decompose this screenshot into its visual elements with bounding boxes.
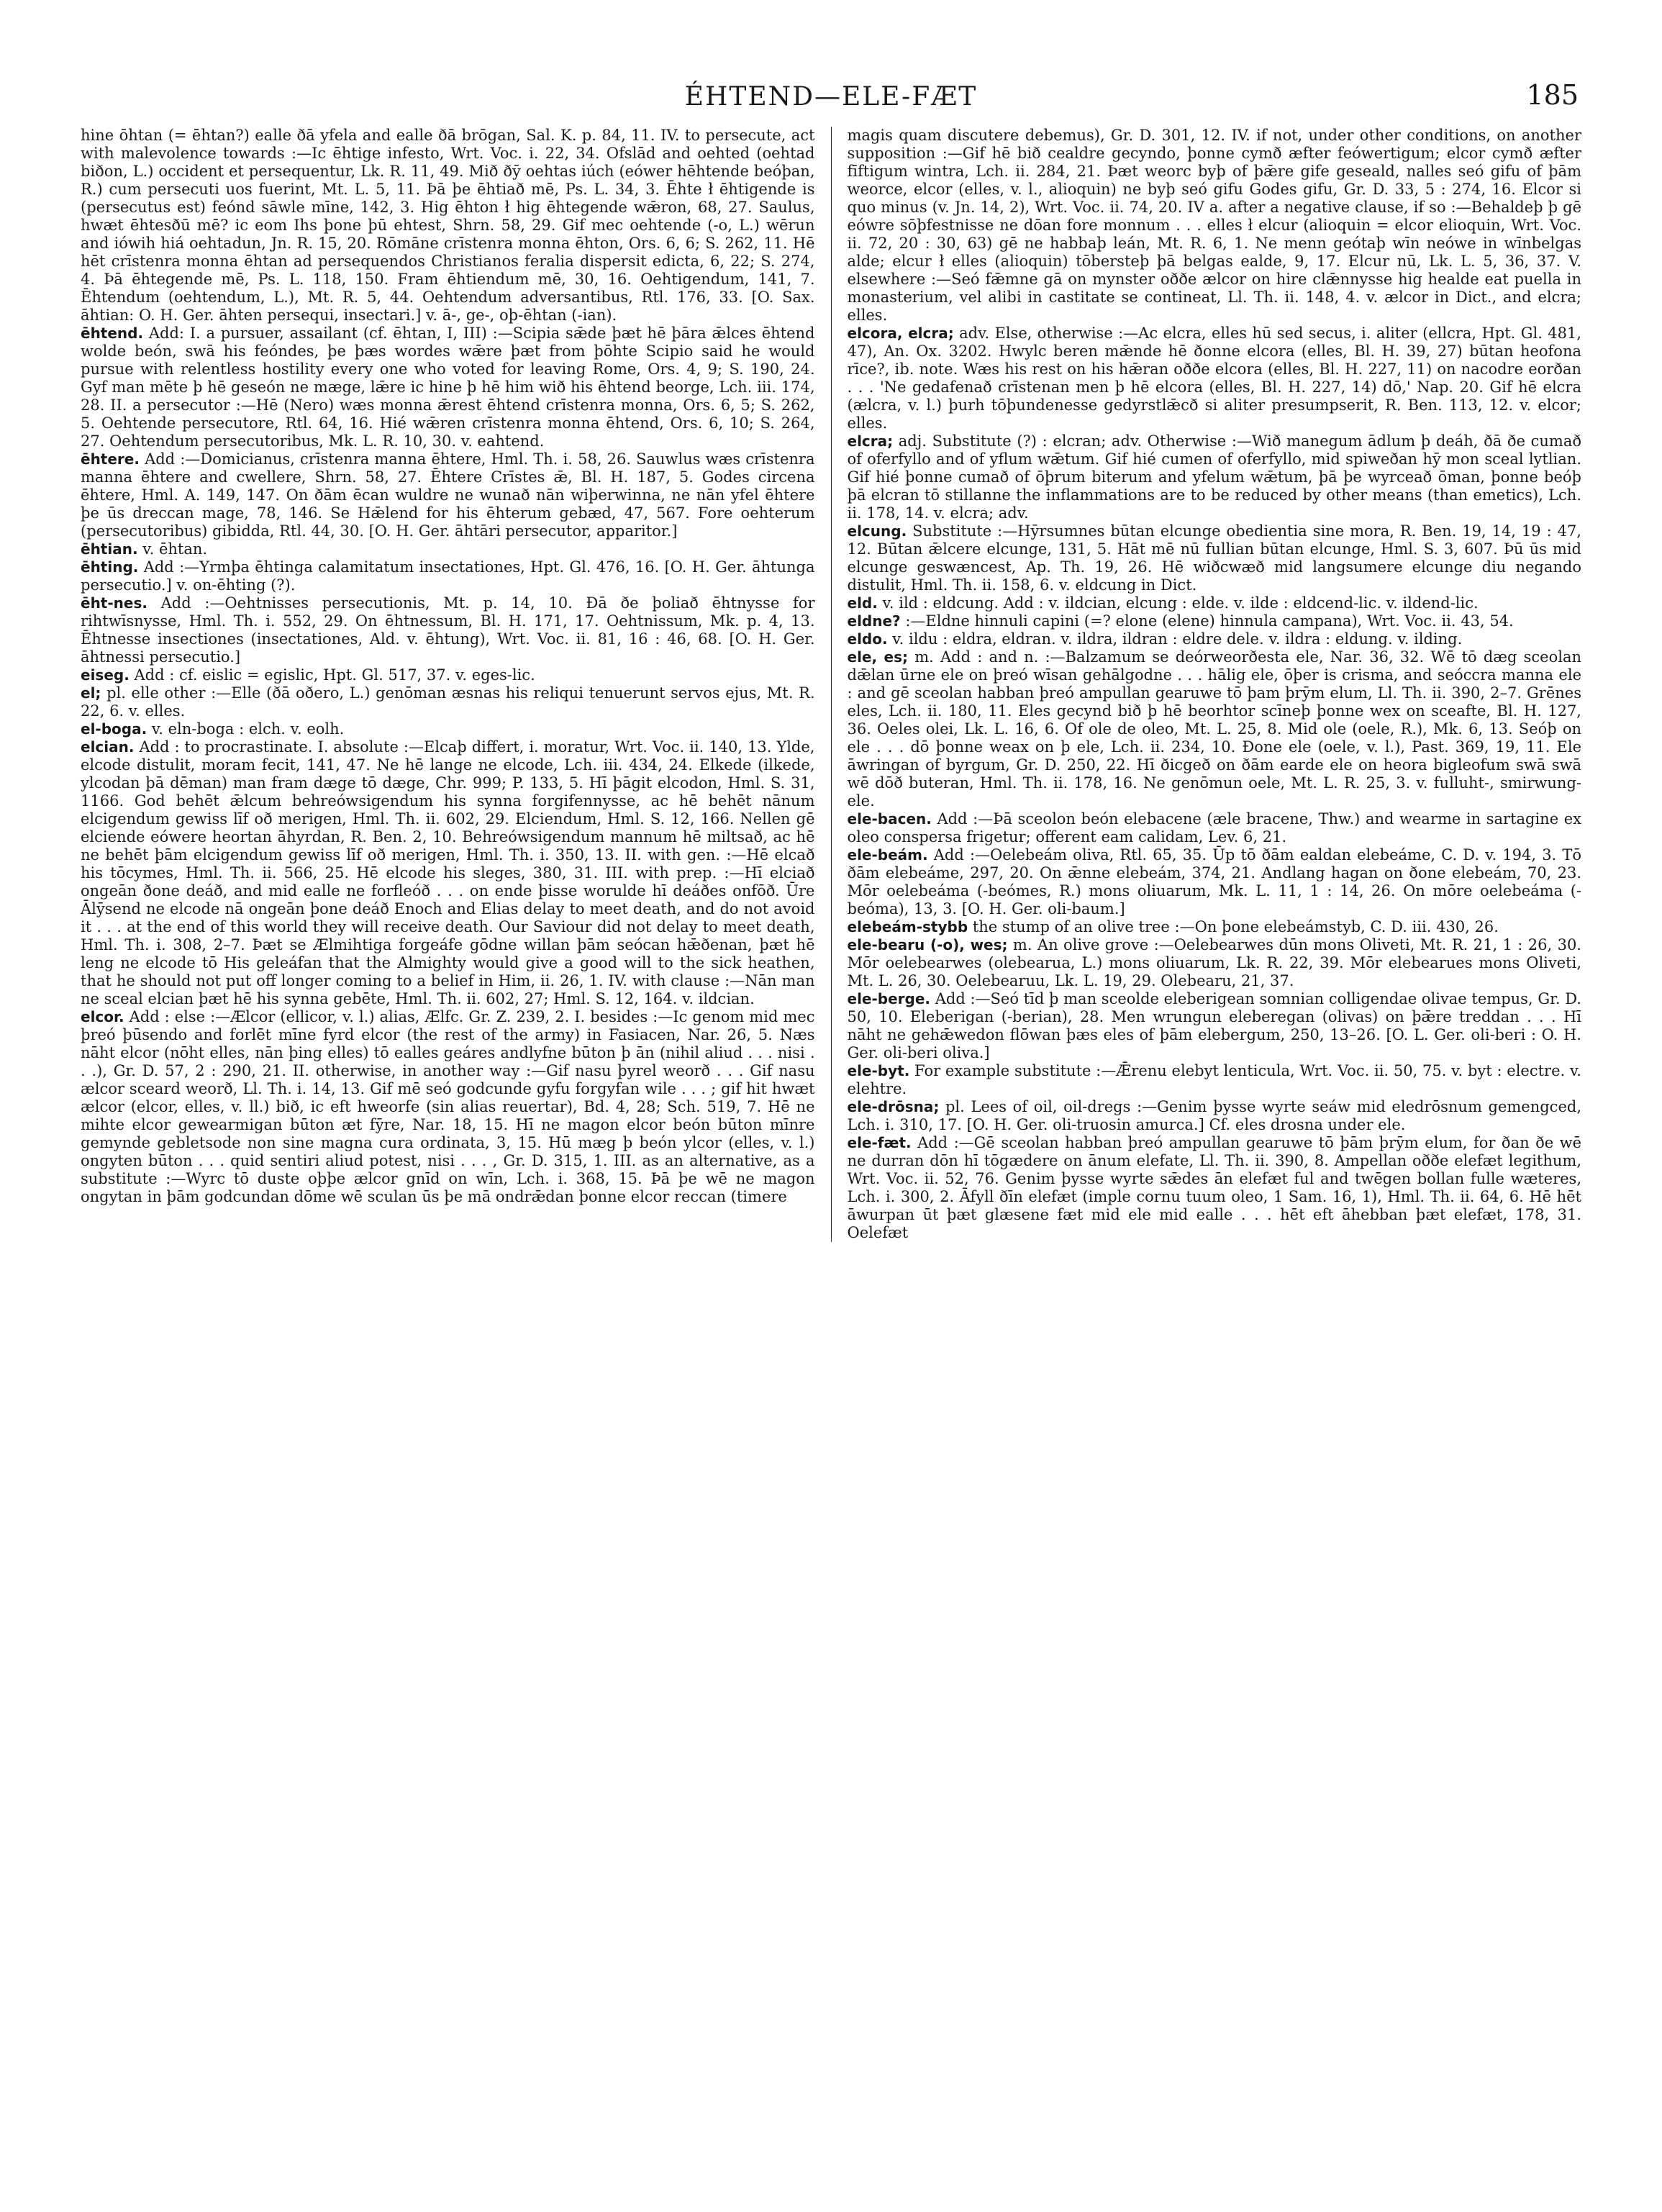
entry-body: Add :—Domicianus, crīstenra manna ēhtere, Hml. Th. i. 58, 26. Sauwlus wæs crīstenra manna ēhtere and cwellere, Shrn. 58, 27. Ēhtere Crīstes ǣ, Bl. H. 187, 5. Godes circena ēhtere, Hml. A. 149, 147. On ðām ēcan wuldre ne wunað nān wiþerwinna, ne nān yfel ēhtere þe ūs dreccan mage, 78, 146. Se Hǣlend for his ēhterum gebæd, 47, 567. Fore oehterum (persecutoribus) gibidda, Rtl. 44, 30. [O. H. Ger. āhtāri persecutor, apparitor.] — [81, 450, 815, 540]
page-number: 185 — [1526, 79, 1579, 111]
dictionary-entry — [848, 522, 1582, 594]
entry-body: v. ildu : eldra, eldran. v. ildra, ildran : eldre dele. v. ildra : eldung. v. ilding. — [892, 630, 1463, 648]
dictionary-entry — [81, 738, 815, 1008]
entry-body: pl. elle other :—Elle (ðā oðero, L.) genōman æsnas his reliqui tenuerunt servos ejus, Mt. R. 22, 6. v. elles. — [81, 684, 815, 720]
dictionary-entry — [848, 612, 1582, 630]
entry-headword: elebeám-stybb — [847, 918, 968, 935]
entry-headword: ēhtend. — [81, 325, 144, 342]
entry-headword: eldne? — [847, 612, 901, 630]
dictionary-entry — [81, 325, 815, 450]
entry-body: Add :—Oelebeám oliva, Rtl. 65, 35. Ūp tō ðām ealdan elebeáme, C. D. v. 194, 3. Tō ðām elebeáme, 297, 20. On ǣnne elebeám, 374, 21. Andlang hagan on ðone elebeám, 70, 23. Mōr oelebeáma (-beómes, R.) mons oliuarum, Mk. L. 11, 1 : 14, 26. On mōre oelebeáma (-beóma), 13, 3. [O. H. Ger. oli-baum.] — [847, 846, 1581, 917]
entry-headword: ele-berge. — [847, 990, 931, 1007]
entry-body: magis quam discutere debemus), Gr. D. 301, 12. IV. if not, under other conditions, on another supposition :—Gif hē bið cealdre gecyndo, þonne cymð æfter feówertigum; elcor cymð æfter fīftigum wintra, Lch. ii. 284, 21. Þæt weorc byþ of þǣre gife geseald, nalles seó gifu of þām weorce, elcor (elles, v. l., alioquin) ne byþ seó gifu Godes gifu, Gr. D. 33, 5 : 274, 16. Elcor si quo minus (v. Jn. 14, 2), Wrt. Voc. ii. 74, 20. IV a. after a negative clause, if so :—Behaldeþ þ gē eówre sōþfestnisse ne dōan fore monnum . . . elles ł elcur (alioquin = elcor elioquin, Wrt. Voc. ii. 72, 20 : 30, 63) gē ne habbaþ leán, Mt. R. 6, 1. Ne menn geótaþ wīn neówe in wīnbelgas alde; elcur ł elles (alioquin) tōbersteþ þā belgas ealde, 9, 17. Elcur nū, Lk. L. 5, 36, 37. V. elsewhere :—Seó fǣmne gā on mynster oððe ælcor on hire clǣnnysse hig healde eat puella in monasterium, vel alibi in castitate se contineat, Ll. Th. ii. 148, 4. v. ælcor in Dict., and elcra; elles. — [847, 127, 1581, 324]
entry-body: Add :—Þā sceolon beón elebacene (æle bracene, Thw.) and wearme in sartagine ex oleo conspersa frigetur; offerent eam calidam, Lev. 6, 21. — [847, 810, 1581, 846]
dictionary-entry — [848, 810, 1582, 846]
entry-headword: elcora, elcra; — [847, 325, 954, 342]
entry-headword: ele, es; — [847, 648, 909, 666]
dictionary-entry — [848, 127, 1582, 325]
dictionary-entry — [848, 630, 1582, 648]
entry-body: Add :—Gē sceolan habban þreó ampullan gearuwe tō þām þrȳm elum, for ðan ðe wē ne durran dōn hī tōgædere on ānum elefate, Ll. Th. ii. 390, 8. Ampellan oððe elefæt legithum, Wrt. Voc. ii. 52, 76. Genim þysse wyrte sǣdes ān elefæt ful and twēgen bollan fulle wæteres, Lch. i. 300, 2. Āfyll ðīn elefæt (imple cornu tuum oleo, 1 Sam. 16, 1), Hml. Th. ii. 64, 6. Hē hēt āwurpan ūt þæt glæsene fæt mid ele mid ealle . . . hēt eft āhebban þæt elefæt, 178, 31. Oelefæt — [847, 1134, 1581, 1241]
entry-body: m. An olive grove :—Oelebearwes dūn mons Oliveti, Mt. R. 21, 1 : 26, 30. Mōr oelebearwes (olebearua, L.) mons oliuarum, Lk. R. 22, 39. Mōr elebearues mons Oliveti, Mt. L. 26, 30. Oelebearuu, Lk. L. 19, 29. Olebearu, 21, 37. — [847, 936, 1581, 989]
entry-headword: elcian. — [81, 738, 135, 756]
entry-body: Substitute :—Hȳrsumnes būtan elcunge obedientia sine mora, R. Ben. 19, 14, 19 : 47, 12. Būtan ǣlcere elcunge, 131, 5. Hāt mē nū fullian būtan elcunge, Hml. S. 3, 607. Þū ūs mid elcunge geswæncest, Ap. Th. 19, 26. Hē wiðcwæð mid langsumere elcunge diu negando distulit, Hml. Th. ii. 158, 6. v. eldcung in Dict. — [847, 522, 1581, 594]
dictionary-entry — [81, 1008, 815, 1206]
entry-body: Add : else :—Ælcor (ellicor, v. l.) alias, Ælfc. Gr. Z. 239, 2. I. besides :—Ic genom mid mec þreó þūsendo and forlēt mīne fyrd elcor (the rest of the army) in Fasiacen, Nar. 26, 5. Næs nāht elcor (nōht elles, nān þing elles) tō ealles geáres andlyfne būton þ ān (nihil aliud . . . nisi . . .), Gr. D. 57, 2 : 290, 21. II. otherwise, in another way :—Gif nasu þyrel weorð . . . Gif nasu ælcor sceard weorð, Ll. Th. i. 14, 13. Gif mē seó godcunde gyfu forgyfan wile . . . ; gif hit hwæt ælcor (elcor, elles, v. ll.) bið, ic eft hweorfe (sin alias reuertar), Bd. 4, 28; Sch. 519, 7. Hē ne mihte elcor gewearmigan būton æt fȳre, Nar. 18, 15. Hī ne magon elcor beón būton mīnre gemynde gebletsode non sine magna cura ordinata, 3, 15. Hū mæg þ beón ylcor (elles, v. l.) ongyten būton . . . quid sentiri aliud potest, nisi . . . , Gr. D. 315, 1. III. as an alternative, as a substitute :—Wyrc tō duste oþþe ælcor gnīd on wīn, Lch. i. 368, 15. Þā þe wē ne magon ongytan in þām godcundan dōme wē sculan ūs þe mā ondrǣdan þonne elcor reccan (timere — [81, 1008, 815, 1205]
dictionary-page — [81, 79, 1581, 2166]
dictionary-entry — [848, 936, 1582, 990]
entry-headword: ēhtere. — [81, 450, 140, 468]
dictionary-entry — [81, 594, 815, 666]
entry-body: Add :—Oehtnisses persecutionis, Mt. p. 14, 10. Ðā ðe þoliað ēhtnysse for rihtwīsnysse, Hml. Th. i. 552, 29. On ēhtnessum, Bl. H. 171, 17. Oehtnissum, Mk. p. 4, 13. Ēhtnesse insectiones (insectationes, Ald. v. ēhtung), Wrt. Voc. ii. 81, 16 : 46, 68. [O. H. Ger. āhtnessi persecutio.] — [81, 594, 815, 666]
dictionary-entry — [81, 720, 815, 738]
column-divider — [831, 127, 832, 1242]
dictionary-entry — [848, 432, 1582, 522]
entry-body: adj. Substitute (?) : elcran; adv. Otherwise :—Wið manegum ādlum þ deáh, ðā ðe cumað of oferfyllo and of yflum wǣtum. Gif hié cumen of oferfyllo, mid spiweðan hȳ mon sceal lytlian. Gif hié þonne cumað of ōþrum biterum and yfelum wǣtum, þā þe wyrceað ōman, þonne beóþ þā elcran tō stillanne the inflammations are to be reduced by other means (than emetics), Lch. ii. 178, 14. v. elcra; adv. — [847, 432, 1581, 522]
right-column — [848, 127, 1582, 1242]
dictionary-entry — [848, 990, 1582, 1062]
entry-headword: elcor. — [81, 1008, 124, 1025]
dictionary-entry — [81, 558, 815, 594]
entry-headword: el; — [81, 684, 101, 702]
entry-body: adv. Else, otherwise :—Ac elcra, elles hū sed secus, i. aliter (ellcra, Hpt. Gl. 481, 47), An. Ox. 3202. Hwylc beren mǣnde hē ðonne elcora (elles, Bl. H. 39, 27) būtan heofona rīce?, ib. note. Wæs his rest on his hǣran oððe elcora (elles, Bl. H. 227, 11) on nacodre eorðan . . . 'Ne gedafenað crīstenan men þ hē elcora (elles, Bl. H. 227, 14) dō,' Nap. 20. Gif hē elcra (ælcra, v. l.) þurh tōþundenesse gedyrstlǣcð si aliter presumpserit, R. Ben. 113, 12. v. elcor; elles. — [847, 325, 1581, 432]
running-title: ÉHTEND—ELE-FÆT — [684, 82, 978, 112]
dictionary-entry — [848, 325, 1582, 432]
dictionary-entry — [848, 846, 1582, 918]
entry-body: Add :—Seó tīd þ man sceolde eleberigean somnian colligendae olivae tempus, Gr. D. 50, 10. Eleberigan (-berian), 28. Men wrungun eleberegan (olivas) on þǣre treddan . . . Hī nāht ne gehǣwedon flōwan þæs eles of þām elebergum, 250, 13–26. [O. L. Ger. oli-beri : O. H. Ger. oli-beri oliva.] — [847, 990, 1581, 1061]
dictionary-entry — [81, 450, 815, 540]
dictionary-entry — [81, 540, 815, 558]
entry-headword: ele-drōsna; — [847, 1098, 940, 1115]
entry-body: Add :—Yrmþa ēhtinga calamitatum insectationes, Hpt. Gl. 476, 16. [O. H. Ger. āhtunga persecutio.] v. on-ēhting (?). — [81, 558, 815, 594]
entry-headword: eld. — [847, 594, 878, 612]
dictionary-entry — [848, 648, 1582, 810]
dictionary-entry — [848, 1134, 1582, 1242]
entry-body: pl. Lees of oil, oil-dregs :—Genim þysse wyrte seáw mid eledrōsnum gemengced, Lch. i. 310, 17. [O. H. Ger. oli-truosin amurca.] Cf. eles drosna under ele. — [847, 1098, 1581, 1133]
entry-headword: ēhtian. — [81, 540, 138, 558]
dictionary-entry — [848, 1062, 1582, 1098]
running-head — [81, 79, 1581, 124]
dictionary-entry — [81, 127, 815, 325]
entry-body: v. ēhtan. — [142, 540, 208, 558]
dictionary-entry — [81, 666, 815, 684]
text-columns — [81, 127, 1581, 1242]
entry-headword: eldo. — [847, 630, 888, 648]
entry-body: Add : cf. eislic = egislic, Hpt. Gl. 517, 37. v. eges-lic. — [134, 666, 535, 684]
entry-body: v. ild : eldcung. Add : v. ildcian, elcung : elde. v. ilde : eldcend-lic. v. ildend-lic. — [882, 594, 1479, 612]
entry-headword: elcung. — [847, 522, 907, 540]
dictionary-entry — [81, 684, 815, 720]
left-column — [81, 127, 815, 1242]
entry-body: hine ōhtan (= ēhtan?) ealle ðā yfela and ealle ðā brōgan, Sal. K. p. 84, 11. IV. to persecute, act with malevolence towards :—Ic ēhtige infesto, Wrt. Voc. i. 22, 34. Ofslād and oehted (oehtad biðon, L.) occident et persequentur, Lk. R. 11, 49. Mið ðȳ oehtas iúch (eówer hēhtende beóþan, R.) cum persecuti uos fuerint, Mt. L. 5, 11. Þā þe ēhtiað mē, Ps. L. 34, 3. Ēhte ł ēhtigende is (persecutus est) feónd sāwle mīne, 142, 3. Hig ēhton ł hig ēhtegende wǣron, 68, 27. Saulus, hwæt ēhtesðū mē? ic eom Ihs þone þū ehtest, Shrn. 58, 29. Gif mec oehtende (-o, L.) wērun and iówih hiá oehtadun, Jn. R. 15, 20. Rōmāne crīstenra monna ēhton, Ors. 6, 6; S. 262, 11. Hē hēt crīstenra monna ēhtan ad persequendos Christianos feralia dispersit edicta, 6, 22; S. 274, 4. Þā ēhtegende mē, Ps. L. 118, 150. Fram ēhtiendum mē, 30, 16. Oehtigendum, 141, 7. Ēhtendum (oehtendum, L.), Mt. R. 5, 44. Oehtendum adversantibus, Rtl. 176, 33. [O. Sax. āhtian: O. H. Ger. āhten persequi, insectari.] v. ā-, ge-, oþ-ēhtan (-ian). — [81, 127, 815, 324]
entry-headword: ele-bacen. — [847, 810, 932, 828]
dictionary-entry — [848, 918, 1582, 936]
dictionary-entry — [848, 1098, 1582, 1134]
entry-headword: ele-bearu (-o), wes; — [847, 936, 1008, 953]
entry-headword: ele-beám. — [847, 846, 928, 864]
entry-body: :—Eldne hinnuli capini (=? elone (elene) hinnula campana), Wrt. Voc. ii. 43, 54. — [905, 612, 1514, 630]
entry-headword: ele-fæt. — [847, 1134, 912, 1151]
entry-headword: ēht-nes. — [81, 594, 147, 612]
entry-body: the stump of an olive tree :—On þone elebeámstyb, C. D. iii. 430, 26. — [972, 918, 1499, 935]
entry-body: Add : to procrastinate. I. absolute :—Elcaþ differt, i. moratur, Wrt. Voc. ii. 140, 13. Ylde, elcode distulit, moram fecit, 141, 47. Ne hē lange ne elcode, Lch. iii. 434, 24. Elkede (ilkede, ylcodan þā dēman) man fram dæge tō dæge, Chr. 999; P. 133, 5. Hī þāgit elcodon, Hml. S. 31, 1166. God behēt ǣlcum behreówsigendum his synna forgifennysse, ac hē behēt nānum elcigendum gewiss līf oð merigen, Hml. Th. ii. 602, 29. Elciendum, Hml. S. 12, 166. Nellen gē elciende eówere heortan āhyrdan, R. Ben. 2, 10. Behreówsigendum mannum hē miltsað, ac hē ne behēt þām elcigendum gewiss līf oð merigen, Hml. Th. i. 350, 13. II. with gen. :—Hē elcað his tōcymes, Hml. Th. ii. 566, 25. Hē elcode his sleges, 380, 31. III. with prep. :—Hī elciað ongeān ðone deáð, and mid ealle ne forfleóð . . . on ende þisse worulde hī deáðes onfōð. Ūre Ālȳsend ne elcode nā ongeān þone deáð Enoch and Elias delay to meet death, and do not avoid it . . . at the end of this world they will receive death. Our Saviour did not delay to meet death, Hml. Th. i. 308, 2–7. Þæt se Ælmihtiga forgeáfe gōdne willan þām seócan hǣðenan, þæt hē leng ne elcode tō His geleáfan that the Almighty would give a good will to the sick heathen, that he should not put off longer coming to a belief in Him, ii. 26, 1. IV. with clause :—Nān man ne sceal elcian þæt hē his synna gebēte, Hml. Th. ii. 602, 27; Hml. S. 12, 164. v. ildcian. — [81, 738, 815, 1007]
entry-body: For example substitute :—Ǣrenu elebyt lenticula, Wrt. Voc. ii. 50, 75. v. byt : electre. v. elehtre. — [847, 1062, 1581, 1097]
dictionary-entry — [848, 594, 1582, 612]
entry-body: m. Add : and n. :—Balzamum se deórweorðesta ele, Nar. 36, 32. Wē tō dæg sceolan dǣlan ūrne ele on þreó wīsan gehālgodne . . . hālig ele, ōþer is crisma, and seóccra manna ele : and gē sceolan habban þreó ampullan gearuwe tō þam þrȳm elum, Ll. Th. ii. 390, 2–7. Grēnes eles, Lch. ii. 180, 11. Eles gecynd bið þ hē beorhtor scīneþ þonne wex on sceafte, Bl. H. 127, 36. Oeles olei, Lk. L. 16, 6. Of ole de oleo, Mt. L. 25, 8. Mid ole (oele, R.), Mk. 6, 13. Seóþ on ele . . . dō þonne weax on þ ele, Lch. ii. 234, 10. Ðone ele (oele, v. l.), Past. 369, 19, 11. Ele āwringan of byrgum, Gr. D. 250, 22. Hī ðicgeð on ðām earde ele on heora bigleofum swā swā wē dōð buteran, Hml. Th. ii. 178, 16. Ne genōmun oele, Mt. L. R. 25, 3. v. fulluht-, smirwung-ele. — [847, 648, 1581, 810]
entry-headword: ele-byt. — [847, 1062, 910, 1079]
entry-headword: eiseg. — [81, 666, 130, 684]
entry-body: v. eln-boga : elch. v. eolh. — [151, 720, 345, 738]
entry-headword: ēhting. — [81, 558, 139, 576]
entry-headword: el-boga. — [81, 720, 147, 738]
entry-body: Add: I. a pursuer, assailant (cf. ēhtan, I, III) :—Scipia sǣde þæt hē þāra ǣlces ēhtend wolde beón, swā his feóndes, þe þæs wordes wǣre þæt from þōhte Scipio said he would pursue with relentless hostility every one who voted for leaving Rome, Ors. 4, 9; S. 190, 24. Gyf man mēte þ hē geseón ne mæge, lǣre ic hine þ hē him wið his ēhtend beorge, Lch. iii. 174, 28. II. a persecutor :—Hē (Nero) wæs monna ǣrest ēhtend crīstenra monna, Ors. 6, 5; S. 262, 5. Oehtende persecutore, Rtl. 64, 16. Hié wǣren crīstenra monna ēhtend, Ors. 6, 10; S. 264, 27. Oehtendum persecutoribus, Mk. L. R. 10, 30. v. eahtend. — [81, 325, 815, 450]
entry-headword: elcra; — [847, 432, 894, 450]
